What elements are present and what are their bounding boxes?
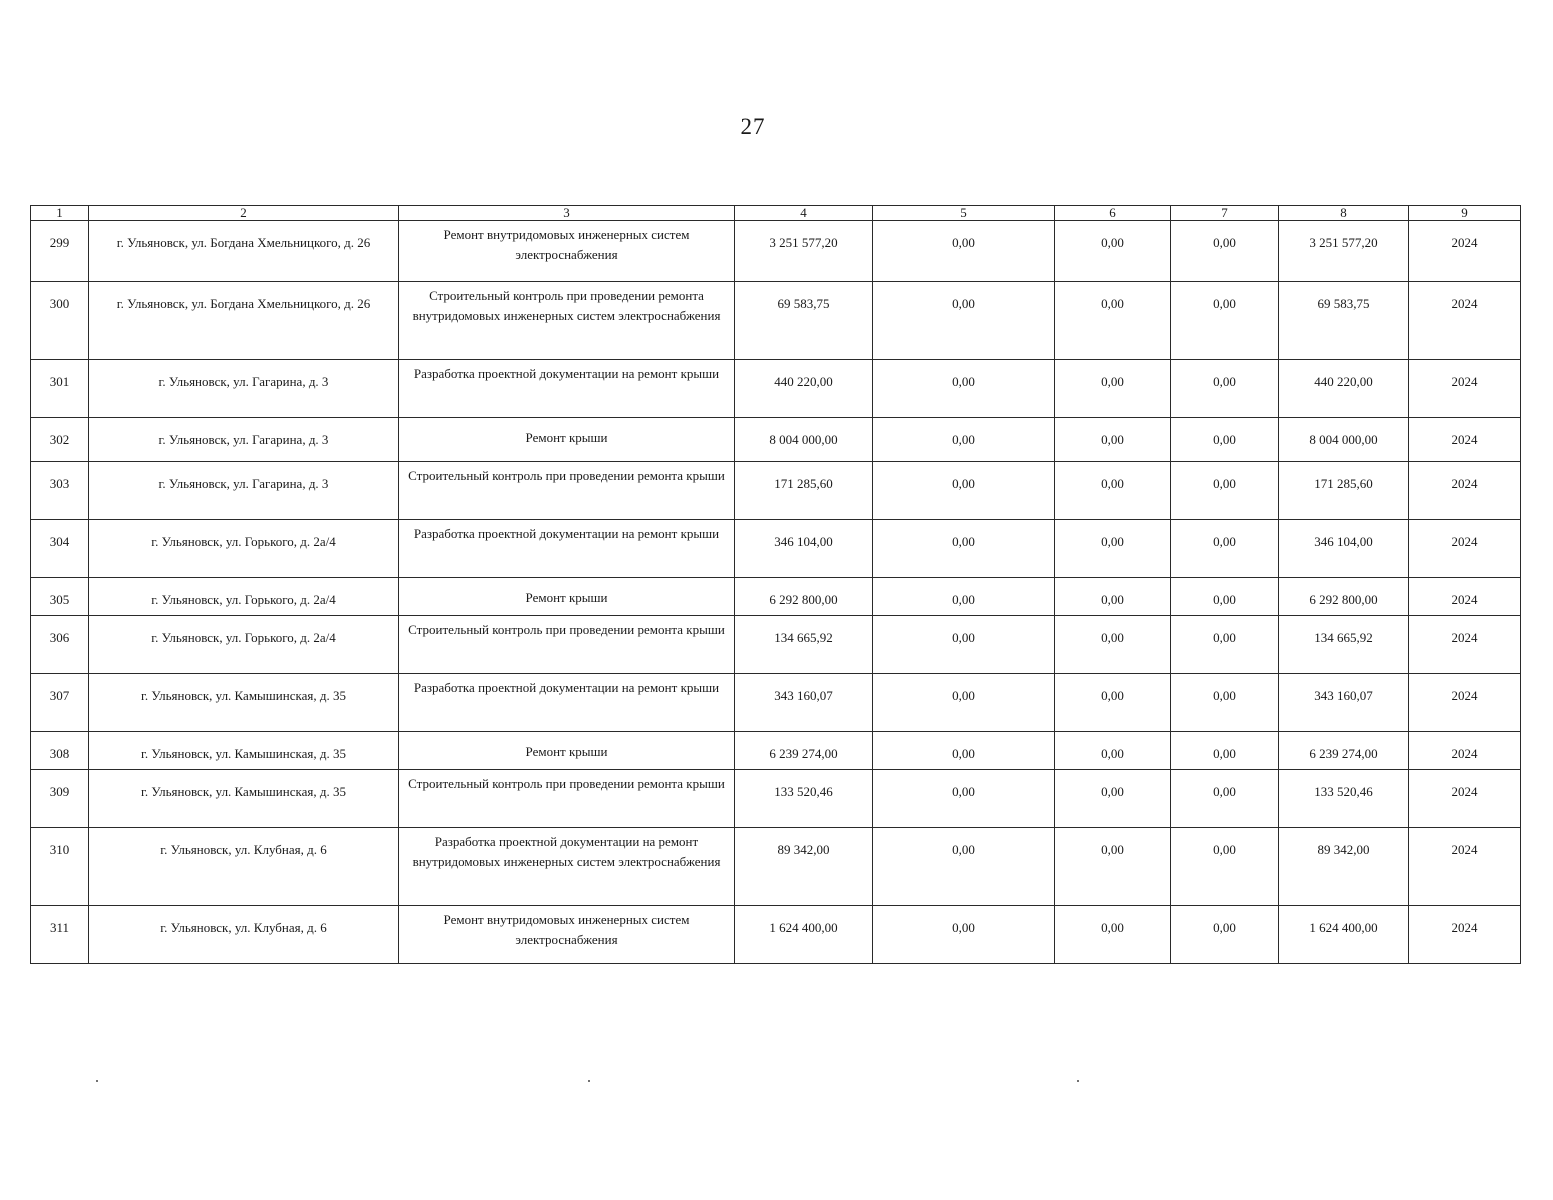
- header-row: [31, 206, 1521, 221]
- amount-total-cell: 69 583,75: [735, 282, 873, 360]
- address-cell: г. Ульяновск, ул. Камышинская, д. 35: [89, 770, 399, 828]
- amount-col6-cell: 0,00: [1055, 462, 1171, 520]
- amount-col7-cell: 0,00: [1171, 732, 1279, 770]
- amount-col8-cell: 1 624 400,00: [1279, 906, 1409, 964]
- table-row: [31, 770, 1521, 828]
- amount-col5-cell: 0,00: [873, 221, 1055, 282]
- amount-col5-cell: 0,00: [873, 770, 1055, 828]
- amount-col8-cell: 171 285,60: [1279, 462, 1409, 520]
- column-header-5: 5: [873, 206, 1055, 221]
- row-number-cell: 311: [31, 906, 89, 964]
- amount-total-cell: 1 624 400,00: [735, 906, 873, 964]
- year-cell: 2024: [1409, 616, 1521, 674]
- row-number-cell: 310: [31, 828, 89, 906]
- row-number-cell: 301: [31, 360, 89, 418]
- work-type-cell: Строительный контроль при проведении ремонта крыши: [399, 462, 735, 520]
- work-type-cell: Ремонт крыши: [399, 578, 735, 616]
- amount-total-cell: 8 004 000,00: [735, 418, 873, 462]
- column-header-9: 9: [1409, 206, 1521, 221]
- amount-col8-cell: 69 583,75: [1279, 282, 1409, 360]
- year-cell: 2024: [1409, 520, 1521, 578]
- amount-total-cell: 6 292 800,00: [735, 578, 873, 616]
- scan-marks: [0, 1080, 1553, 1084]
- amount-total-cell: 89 342,00: [735, 828, 873, 906]
- table-row: [31, 828, 1521, 906]
- year-cell: 2024: [1409, 770, 1521, 828]
- amount-col8-cell: 134 665,92: [1279, 616, 1409, 674]
- amount-col5-cell: 0,00: [873, 282, 1055, 360]
- table-row: [31, 732, 1521, 770]
- amount-col7-cell: 0,00: [1171, 418, 1279, 462]
- amount-col6-cell: 0,00: [1055, 770, 1171, 828]
- table-body: [31, 221, 1521, 964]
- amount-col8-cell: 6 239 274,00: [1279, 732, 1409, 770]
- address-cell: г. Ульяновск, ул. Камышинская, д. 35: [89, 674, 399, 732]
- amount-col8-cell: 133 520,46: [1279, 770, 1409, 828]
- amount-total-cell: 3 251 577,20: [735, 221, 873, 282]
- amount-col7-cell: 0,00: [1171, 462, 1279, 520]
- amount-col7-cell: 0,00: [1171, 221, 1279, 282]
- amount-col5-cell: 0,00: [873, 674, 1055, 732]
- column-header-2: 2: [89, 206, 399, 221]
- amount-col5-cell: 0,00: [873, 616, 1055, 674]
- row-number-cell: 300: [31, 282, 89, 360]
- address-cell: г. Ульяновск, ул. Гагарина, д. 3: [89, 418, 399, 462]
- scan-dot: [588, 1080, 590, 1082]
- year-cell: 2024: [1409, 828, 1521, 906]
- amount-total-cell: 440 220,00: [735, 360, 873, 418]
- repair-register-table: [30, 205, 1521, 964]
- work-type-cell: Ремонт внутридомовых инженерных систем электроснабжения: [399, 906, 735, 964]
- column-header-7: 7: [1171, 206, 1279, 221]
- work-type-cell: Строительный контроль при проведении ремонта внутридомовых инженерных систем электроснабжения: [399, 282, 735, 360]
- address-cell: г. Ульяновск, ул. Богдана Хмельницкого, д. 26: [89, 282, 399, 360]
- amount-col6-cell: 0,00: [1055, 906, 1171, 964]
- row-number-cell: 308: [31, 732, 89, 770]
- address-cell: г. Ульяновск, ул. Клубная, д. 6: [89, 828, 399, 906]
- table-row: [31, 520, 1521, 578]
- address-cell: г. Ульяновск, ул. Гагарина, д. 3: [89, 462, 399, 520]
- amount-col7-cell: 0,00: [1171, 616, 1279, 674]
- table-row: [31, 578, 1521, 616]
- work-type-cell: Строительный контроль при проведении ремонта крыши: [399, 616, 735, 674]
- column-header-4: 4: [735, 206, 873, 221]
- amount-col7-cell: 0,00: [1171, 906, 1279, 964]
- table-header: [31, 206, 1521, 221]
- year-cell: 2024: [1409, 360, 1521, 418]
- amount-col6-cell: 0,00: [1055, 360, 1171, 418]
- amount-col5-cell: 0,00: [873, 828, 1055, 906]
- work-type-cell: Ремонт крыши: [399, 418, 735, 462]
- work-type-cell: Строительный контроль при проведении ремонта крыши: [399, 770, 735, 828]
- year-cell: 2024: [1409, 674, 1521, 732]
- amount-col8-cell: 8 004 000,00: [1279, 418, 1409, 462]
- table-row: [31, 221, 1521, 282]
- amount-total-cell: 6 239 274,00: [735, 732, 873, 770]
- year-cell: 2024: [1409, 462, 1521, 520]
- amount-col7-cell: 0,00: [1171, 578, 1279, 616]
- year-cell: 2024: [1409, 578, 1521, 616]
- row-number-cell: 304: [31, 520, 89, 578]
- row-number-cell: 305: [31, 578, 89, 616]
- year-cell: 2024: [1409, 732, 1521, 770]
- row-number-cell: 299: [31, 221, 89, 282]
- amount-col5-cell: 0,00: [873, 520, 1055, 578]
- register-sheet: [30, 205, 1520, 964]
- column-header-6: 6: [1055, 206, 1171, 221]
- amount-col7-cell: 0,00: [1171, 828, 1279, 906]
- amount-col6-cell: 0,00: [1055, 674, 1171, 732]
- table-row: [31, 616, 1521, 674]
- amount-col5-cell: 0,00: [873, 360, 1055, 418]
- column-header-3: 3: [399, 206, 735, 221]
- work-type-cell: Разработка проектной документации на ремонт крыши: [399, 360, 735, 418]
- amount-col5-cell: 0,00: [873, 906, 1055, 964]
- column-header-8: 8: [1279, 206, 1409, 221]
- work-type-cell: Ремонт внутридомовых инженерных систем электроснабжения: [399, 221, 735, 282]
- table-row: [31, 418, 1521, 462]
- address-cell: г. Ульяновск, ул. Горького, д. 2а/4: [89, 616, 399, 674]
- row-number-cell: 302: [31, 418, 89, 462]
- address-cell: г. Ульяновск, ул. Клубная, д. 6: [89, 906, 399, 964]
- work-type-cell: Разработка проектной документации на ремонт крыши: [399, 674, 735, 732]
- year-cell: 2024: [1409, 221, 1521, 282]
- address-cell: г. Ульяновск, ул. Камышинская, д. 35: [89, 732, 399, 770]
- amount-col7-cell: 0,00: [1171, 360, 1279, 418]
- table-row: [31, 360, 1521, 418]
- amount-col6-cell: 0,00: [1055, 616, 1171, 674]
- amount-col6-cell: 0,00: [1055, 732, 1171, 770]
- amount-col6-cell: 0,00: [1055, 578, 1171, 616]
- address-cell: г. Ульяновск, ул. Горького, д. 2а/4: [89, 578, 399, 616]
- year-cell: 2024: [1409, 418, 1521, 462]
- amount-total-cell: 133 520,46: [735, 770, 873, 828]
- amount-col6-cell: 0,00: [1055, 828, 1171, 906]
- amount-col8-cell: 440 220,00: [1279, 360, 1409, 418]
- amount-col6-cell: 0,00: [1055, 418, 1171, 462]
- address-cell: г. Ульяновск, ул. Богдана Хмельницкого, д. 26: [89, 221, 399, 282]
- year-cell: 2024: [1409, 282, 1521, 360]
- row-number-cell: 306: [31, 616, 89, 674]
- amount-col5-cell: 0,00: [873, 578, 1055, 616]
- amount-col8-cell: 346 104,00: [1279, 520, 1409, 578]
- scan-dot: [1077, 1080, 1079, 1082]
- amount-col6-cell: 0,00: [1055, 520, 1171, 578]
- work-type-cell: Разработка проектной документации на ремонт внутридомовых инженерных систем электроснабжения: [399, 828, 735, 906]
- address-cell: г. Ульяновск, ул. Гагарина, д. 3: [89, 360, 399, 418]
- amount-total-cell: 343 160,07: [735, 674, 873, 732]
- address-cell: г. Ульяновск, ул. Горького, д. 2а/4: [89, 520, 399, 578]
- column-header-1: 1: [31, 206, 89, 221]
- year-cell: 2024: [1409, 906, 1521, 964]
- amount-col6-cell: 0,00: [1055, 282, 1171, 360]
- amount-total-cell: 171 285,60: [735, 462, 873, 520]
- amount-col5-cell: 0,00: [873, 418, 1055, 462]
- amount-col7-cell: 0,00: [1171, 674, 1279, 732]
- work-type-cell: Ремонт крыши: [399, 732, 735, 770]
- page-number: 27: [740, 114, 766, 139]
- row-number-cell: 307: [31, 674, 89, 732]
- row-number-cell: 309: [31, 770, 89, 828]
- amount-col6-cell: 0,00: [1055, 221, 1171, 282]
- table-row: [31, 282, 1521, 360]
- amount-total-cell: 346 104,00: [735, 520, 873, 578]
- amount-total-cell: 134 665,92: [735, 616, 873, 674]
- row-number-cell: 303: [31, 462, 89, 520]
- amount-col7-cell: 0,00: [1171, 282, 1279, 360]
- amount-col8-cell: 343 160,07: [1279, 674, 1409, 732]
- amount-col7-cell: 0,00: [1171, 770, 1279, 828]
- amount-col7-cell: 0,00: [1171, 520, 1279, 578]
- amount-col8-cell: 3 251 577,20: [1279, 221, 1409, 282]
- table-row: [31, 462, 1521, 520]
- amount-col8-cell: 6 292 800,00: [1279, 578, 1409, 616]
- amount-col5-cell: 0,00: [873, 732, 1055, 770]
- amount-col5-cell: 0,00: [873, 462, 1055, 520]
- scan-dot: [96, 1080, 98, 1082]
- table-row: [31, 906, 1521, 964]
- amount-col8-cell: 89 342,00: [1279, 828, 1409, 906]
- work-type-cell: Разработка проектной документации на ремонт крыши: [399, 520, 735, 578]
- table-row: [31, 674, 1521, 732]
